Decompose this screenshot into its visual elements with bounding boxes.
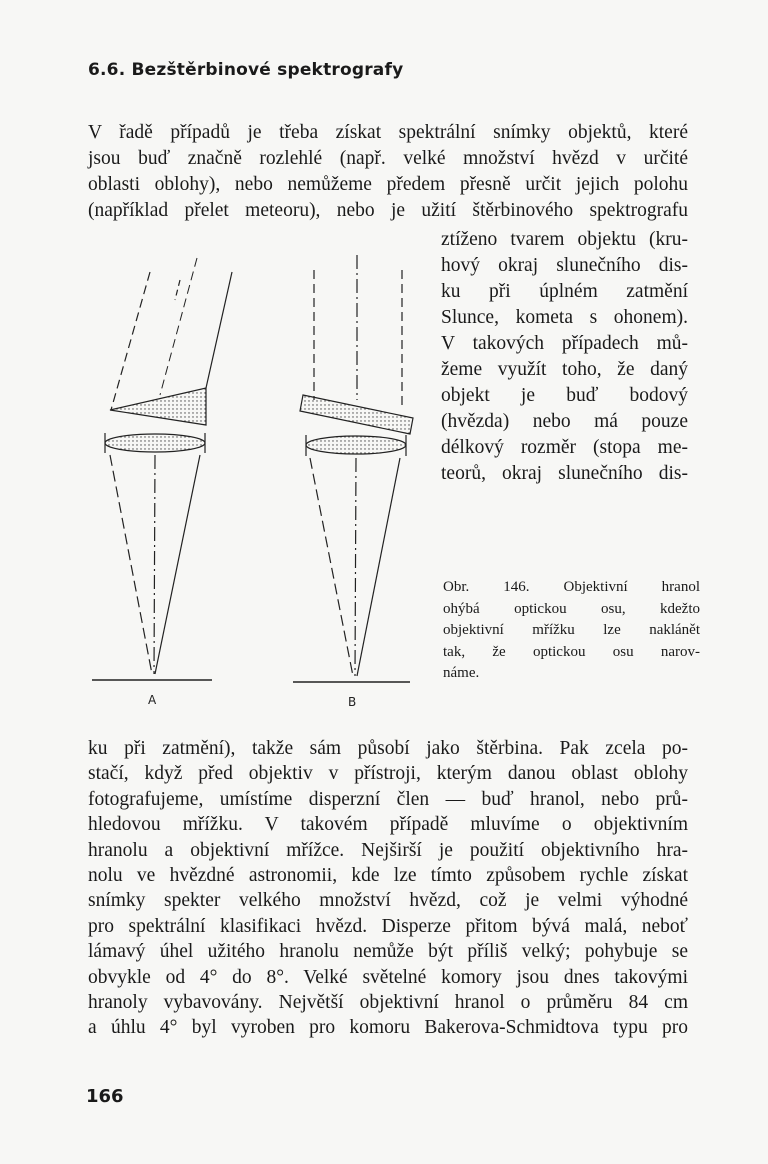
text-line: V takových případech mů- bbox=[441, 333, 688, 354]
section-heading: 6.6. Bezštěrbinové spektrografy bbox=[88, 60, 404, 80]
text-line: stačí, když před objektiv v přístroji, kterým danou oblast oblohy bbox=[88, 763, 688, 785]
text-line: snímky spekter velkého množství hvězd, což je velmi výhodné bbox=[88, 890, 688, 912]
text-line: ztíženo tvarem objektu (kru- bbox=[441, 229, 688, 250]
text-line: (hvězda) nebo má pouze bbox=[441, 411, 688, 432]
text-line: lámavý úhel užitého hranolu nemůže být příliš velký; pohybuje se bbox=[88, 941, 688, 963]
figure-caption bbox=[443, 577, 700, 685]
text-line: hranoly vybavovány. Největší objektivní hranol o průměru 84 cm bbox=[88, 991, 688, 1013]
objective-prism-diagram bbox=[92, 258, 232, 680]
objective-grating-diagram bbox=[293, 255, 413, 682]
text-line: žeme využít toho, že daný bbox=[441, 359, 688, 380]
page-number: 166 bbox=[86, 1086, 124, 1107]
text-line: hledovou mřížku. V takovém případě mluvíme o objektivním bbox=[88, 814, 688, 836]
text-line: a úhlu 4° byl vyroben pro komoru Bakerova-Schmidtova typu pro bbox=[88, 1017, 688, 1039]
caption-line: ohýbá optickou osu, kdežto bbox=[443, 600, 700, 617]
text-line: ku při úplném zatmění bbox=[441, 281, 688, 302]
caption-line: objektivní mřížku lze naklánět bbox=[443, 622, 700, 638]
text-line: fotografujeme, umístíme disperzní člen — buď hranol, nebo prů- bbox=[88, 788, 688, 810]
caption-line: náme. bbox=[443, 665, 480, 681]
text-line: hový okraj slunečního dis- bbox=[441, 255, 688, 276]
caption-line: tak, že optickou osu narov- bbox=[443, 643, 700, 660]
text-line: oblasti oblohy), nebo nemůžeme předem přesně určit jejich polohu bbox=[88, 174, 688, 195]
text-line: hranolu a objektivní mřížce. Nejširší je použití objektivního hra- bbox=[88, 839, 688, 861]
text-line: Slunce, kometa s ohonem). bbox=[441, 307, 688, 328]
paragraph-bottom bbox=[88, 736, 688, 1041]
text-line: nolu ve hvězdné astronomii, kde lze tímto způsobem rychle získat bbox=[88, 864, 688, 886]
figure-label-b: B bbox=[348, 695, 357, 709]
text-line: (například přelet meteoru), nebo je užití štěrbinového spektrografu bbox=[88, 200, 688, 221]
figure-label-a: A bbox=[148, 693, 157, 707]
text-line: délkový rozměr (stopa me- bbox=[441, 437, 688, 458]
text-line: teorů, okraj slunečního dis- bbox=[441, 463, 688, 484]
text-line: pro spektrální klasifikaci hvězd. Disperze přitom bývá malá, neboť bbox=[88, 915, 688, 937]
caption-line: Obr. 146. Objektivní hranol bbox=[443, 579, 700, 595]
text-line: obvykle od 4° do 8°. Velké světelné komory jsou dnes takovými bbox=[88, 966, 688, 988]
text-line: ku při zatmění), takže sám působí jako štěrbina. Pak zcela po- bbox=[88, 738, 688, 759]
text-line: V řadě případů je třeba získat spektrální snímky objektů, které bbox=[88, 122, 688, 143]
text-line: objekt je buď bodový bbox=[441, 385, 688, 406]
text-line: jsou buď značně rozlehlé (např. velké množství hvězd v určité bbox=[88, 148, 688, 169]
